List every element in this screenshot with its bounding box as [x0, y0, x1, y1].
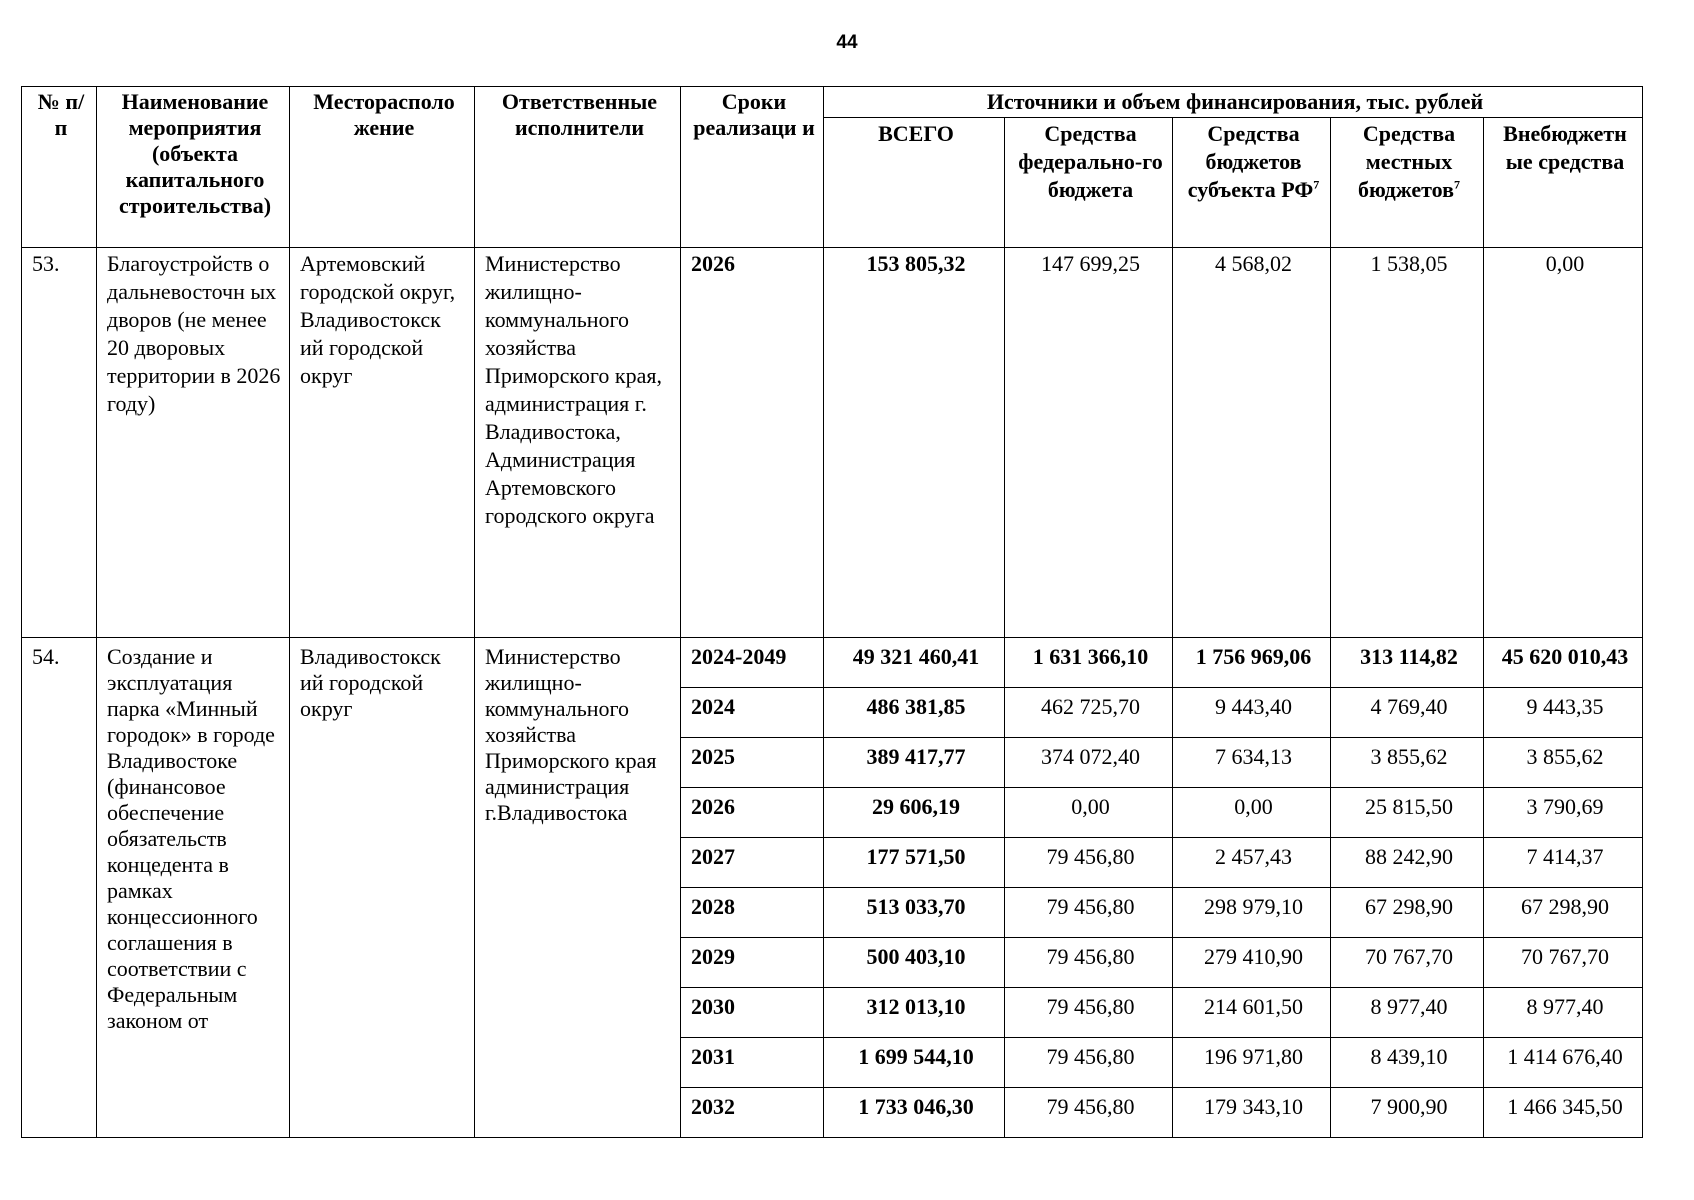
row-federal: 79 456,80	[1005, 988, 1173, 1038]
row-federal: 79 456,80	[1005, 1038, 1173, 1088]
row-subject: 1 756 969,06	[1173, 638, 1331, 688]
row-subject: 298 979,10	[1173, 888, 1331, 938]
row-subject: 279 410,90	[1173, 938, 1331, 988]
row-extra: 3 790,69	[1484, 788, 1643, 838]
row-extra: 67 298,90	[1484, 888, 1643, 938]
row-total: 29 606,19	[824, 788, 1005, 838]
row-subject: 196 971,80	[1173, 1038, 1331, 1088]
row-num: 54.	[22, 638, 97, 1138]
row-federal: 79 456,80	[1005, 888, 1173, 938]
row-local: 4 769,40	[1331, 688, 1484, 738]
header-total: ВСЕГО	[824, 118, 1005, 248]
row-year: 2030	[681, 988, 824, 1038]
row-extra: 1 414 676,40	[1484, 1038, 1643, 1088]
row-extra: 45 620 010,43	[1484, 638, 1643, 688]
row-subject: 179 343,10	[1173, 1088, 1331, 1138]
row-extra: 0,00	[1484, 248, 1643, 638]
row-federal: 374 072,40	[1005, 738, 1173, 788]
row-local: 8 977,40	[1331, 988, 1484, 1038]
row-year: 2024-2049	[681, 638, 824, 688]
row-total: 177 571,50	[824, 838, 1005, 888]
row-federal: 147 699,25	[1005, 248, 1173, 638]
row-extra: 3 855,62	[1484, 738, 1643, 788]
row-extra: 70 767,70	[1484, 938, 1643, 988]
row-subject: 2 457,43	[1173, 838, 1331, 888]
row-location: Артемовский городской округ, Владивостокск ий городской округ	[290, 248, 475, 638]
row-year: 2028	[681, 888, 824, 938]
row-year: 2026	[681, 788, 824, 838]
header-federal: Средства федерально-го бюджета	[1005, 118, 1173, 248]
row-extra: 8 977,40	[1484, 988, 1643, 1038]
row-total: 486 381,85	[824, 688, 1005, 738]
row-extra: 7 414,37	[1484, 838, 1643, 888]
row-year: 2026	[681, 248, 824, 638]
funding-table	[21, 86, 1643, 1138]
row-federal: 79 456,80	[1005, 1088, 1173, 1138]
row-total: 153 805,32	[824, 248, 1005, 638]
row-subject: 4 568,02	[1173, 248, 1331, 638]
row-total: 513 033,70	[824, 888, 1005, 938]
header-location: Месторасполо жение	[290, 87, 475, 248]
row-local: 3 855,62	[1331, 738, 1484, 788]
row-local: 313 114,82	[1331, 638, 1484, 688]
row-extra: 1 466 345,50	[1484, 1088, 1643, 1138]
page-number: 44	[836, 32, 858, 53]
header-extra: Внебюджетн ые средства	[1484, 118, 1643, 248]
row-total: 1 733 046,30	[824, 1088, 1005, 1138]
header-subject: Средства бюджетов субъекта $РФ^7$	[1173, 118, 1331, 248]
header-name: Наименование мероприятия (объекта капитального строительства)	[97, 87, 290, 248]
row-subject: 214 601,50	[1173, 988, 1331, 1038]
header-num: № п/п	[22, 87, 97, 248]
row-year: 2025	[681, 738, 824, 788]
row-extra: 9 443,35	[1484, 688, 1643, 738]
row-local: 7 900,90	[1331, 1088, 1484, 1138]
row-federal: 79 456,80	[1005, 838, 1173, 888]
row-num: 53.	[22, 248, 97, 638]
row-responsible: Министерство жилищно-коммунального хозяйства Приморского края, администрация г. Владивостока, Администрация Артемовского городского округа	[475, 248, 681, 638]
row-subject: 9 443,40	[1173, 688, 1331, 738]
header-local: Средства местных бюджетов$^7$	[1331, 118, 1484, 248]
footnote-mark: 7	[1313, 177, 1320, 192]
row-federal: 462 725,70	[1005, 688, 1173, 738]
row-federal: 1 631 366,10	[1005, 638, 1173, 688]
header-period: Сроки реализаци и	[681, 87, 824, 248]
row-local: 70 767,70	[1331, 938, 1484, 988]
row-year: 2024	[681, 688, 824, 738]
header-responsible: Ответственные исполнители	[475, 87, 681, 248]
table-row	[22, 248, 1643, 638]
row-local: 67 298,90	[1331, 888, 1484, 938]
row-subject: 7 634,13	[1173, 738, 1331, 788]
row-total: 1 699 544,10	[824, 1038, 1005, 1088]
row-responsible: Министерство жилищно-коммунального хозяйства Приморского края администрация г.Владивостока	[475, 638, 681, 1138]
footnote-mark: 7	[1453, 177, 1460, 192]
row-name: Благоустройств о дальневосточн ых дворов (не менее 20 дворовых территории в 2026 году)	[97, 248, 290, 638]
row-federal: 0,00	[1005, 788, 1173, 838]
table-row	[22, 638, 1643, 688]
row-name: Создание и эксплуатация парка «Минный городок» в городе Владивостоке (финансовое обеспечение обязательств концедента в рамках концессионного соглашения в соответствии с Федеральным законом от	[97, 638, 290, 1138]
row-federal: 79 456,80	[1005, 938, 1173, 988]
row-year: 2031	[681, 1038, 824, 1088]
row-local: 8 439,10	[1331, 1038, 1484, 1088]
row-year: 2032	[681, 1088, 824, 1138]
row-total: 49 321 460,41	[824, 638, 1005, 688]
row-location: Владивостокск ий городской округ	[290, 638, 475, 1138]
header-funding-group: Источники и объем финансирования, тыс. рублей	[824, 87, 1643, 118]
row-total: 500 403,10	[824, 938, 1005, 988]
row-total: 312 013,10	[824, 988, 1005, 1038]
row-subject: 0,00	[1173, 788, 1331, 838]
row-local: 25 815,50	[1331, 788, 1484, 838]
row-year: 2029	[681, 938, 824, 988]
row-year: 2027	[681, 838, 824, 888]
row-total: 389 417,77	[824, 738, 1005, 788]
row-local: 1 538,05	[1331, 248, 1484, 638]
row-local: 88 242,90	[1331, 838, 1484, 888]
